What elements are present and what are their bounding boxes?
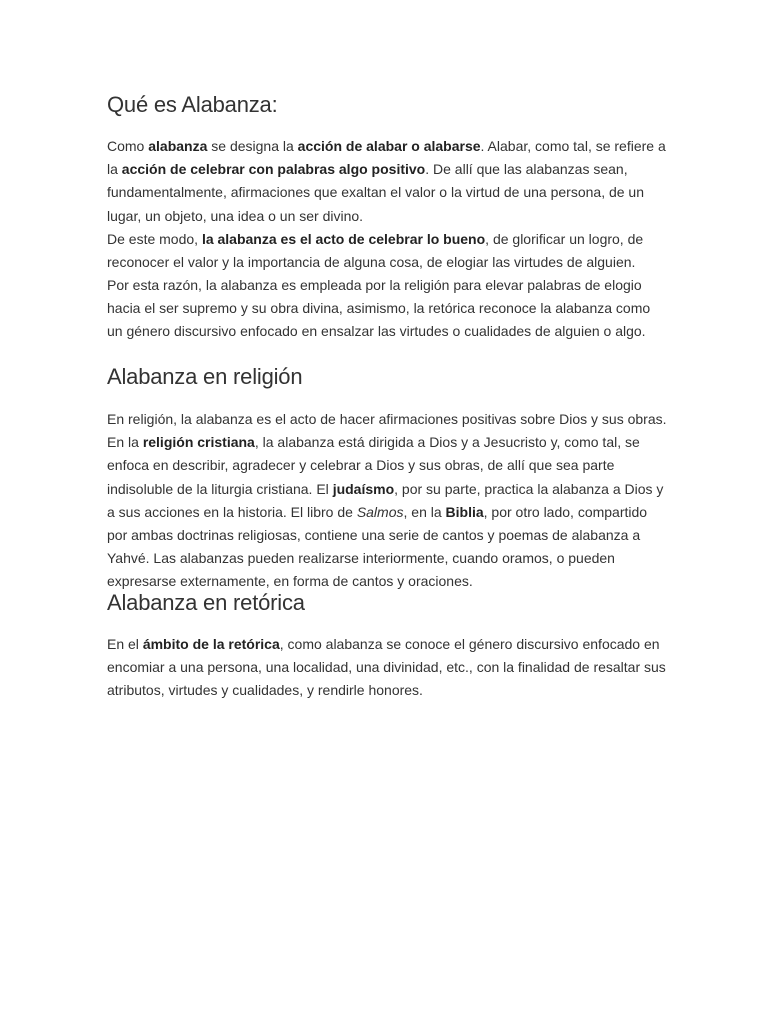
text-run: , como alabanza se conoce el género discursivo enfocado en encomiar a una persona, una localidad, una divinidad, etc., con la finalidad de resaltar sus atributos, virtudes y cualidades, y rendirle honores. <box>107 636 666 699</box>
intro-paragraph-2 <box>107 228 667 274</box>
bold-term: ámbito de la retórica <box>142 636 280 652</box>
bold-term: judaísmo <box>332 480 395 497</box>
retorica-paragraph <box>107 633 667 703</box>
bold-term: alabanza <box>148 138 208 154</box>
text-run: En religión, la alabanza es el acto de hacer afirmaciones positivas sobre Dios y sus obras. En la <box>107 411 667 451</box>
bold-term: acción de celebrar con palabras algo positivo <box>121 161 426 178</box>
section-heading-religion: Alabanza en religión <box>107 364 303 389</box>
page-title: Qué es Alabanza: <box>107 92 278 117</box>
text-run: . Alabar, como tal, se refiere a la <box>107 138 666 178</box>
text-run: . De allí que las alabanzas sean, fundamentalmente, afirmaciones que exaltan el valor o la virtud de una persona, de un lugar, un objeto, una idea o un ser divino. <box>107 161 645 224</box>
italic-term: Salmos <box>356 503 404 520</box>
religion-paragraph <box>107 408 667 594</box>
text-run: , por su parte, practica la alabanza a Dios y a sus acciones en la historia. El libro de <box>107 480 664 520</box>
bold-term: la alabanza es el acto de celebrar lo bueno <box>201 231 486 247</box>
bold-term: religión cristiana <box>142 434 255 451</box>
text-run: se designa la <box>207 138 298 154</box>
intro-paragraph-3 <box>107 274 667 344</box>
text-run: De este modo, <box>107 231 202 247</box>
text-run: , la alabanza está dirigida a Dios y a Jesucristo y, como tal, se enfoca en describir, agradecer y celebrar a Dios y sus obras, de allí que sea parte indisoluble de la liturgia cristiana. El <box>107 434 640 497</box>
intro-paragraph-1 <box>107 135 667 228</box>
text-run: Como <box>107 138 149 154</box>
text-run: , de glorificar un logro, de reconocer el valor y la importancia de alguna cosa, de elogiar las virtudes de alguien. <box>107 231 644 271</box>
bold-term: acción de alabar o alabarse <box>297 138 481 154</box>
section-heading-retorica: Alabanza en retórica <box>107 590 305 615</box>
text-run: , en la <box>403 503 446 520</box>
text-run: Por esta razón, la alabanza es empleada por la religión para elevar palabras de elogio hacia el ser supremo y su obra divina, asimismo, la retórica reconoce la alabanza como un género discursivo enfocado en ensalzar las virtudes o cualidades de alguien o algo. <box>107 277 651 340</box>
bold-term: Biblia <box>445 503 484 520</box>
text-run: , por otro lado, compartido por ambas doctrinas religiosas, contiene una serie de cantos y poemas de alabanza a Yahvé. Las alabanzas pueden realizarse interiormente, cuando oramos, o pueden expresarse externamente, en forma de cantos y oraciones. <box>107 503 648 590</box>
text-run: En el <box>107 636 143 652</box>
